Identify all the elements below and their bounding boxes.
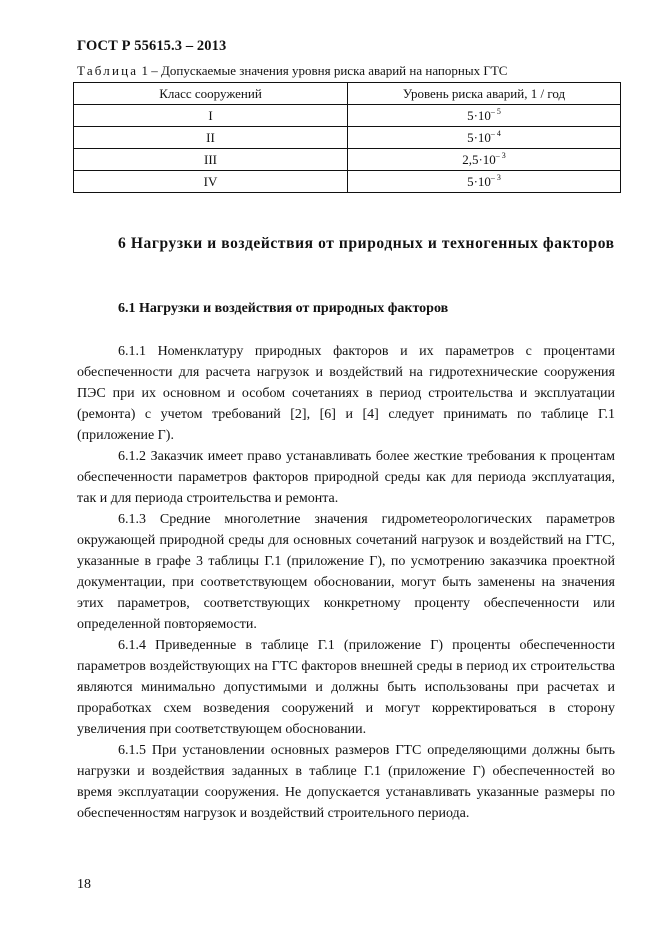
risk-exponent: – 4	[490, 128, 501, 138]
column-header-class: Класс сооружений	[74, 83, 348, 105]
risk-value: 5·10	[467, 107, 491, 123]
class-cell: III	[74, 149, 348, 171]
risk-cell	[348, 105, 621, 127]
paragraph: 6.1.3 Средние многолетние значения гидрометеорологических параметров окружающей природной среды для основных сочетаний нагрузок и воздействий на ГТС, указанные в графе 3 таблицы Г.1 (приложение Г), по усмотрению заказчика проектной документации, при соответствующем обосновании, могут быть заменены на значения этих параметров, соответствующих конкретному проценту обеспеченности или определенной повторяемости.	[77, 512, 615, 632]
column-header-risk: Уровень риска аварий, 1 / год	[348, 83, 621, 105]
document-code-header: ГОСТ Р 55615.3 – 2013	[77, 38, 227, 54]
risk-cell	[348, 149, 621, 171]
paragraph: 6.1.4 Приведенные в таблице Г.1 (приложение Г) проценты обеспеченности параметров воздействующих на ГТС факторов внешней среды в период их строительства являются минимально допустимыми и должны быть использованы при расчетах и проработках схем возведения сооружений и могут корректироваться в сторону увеличения при соответствующем обосновании.	[77, 638, 615, 737]
risk-exponent: – 5	[490, 106, 501, 116]
table-row	[74, 171, 621, 193]
table-row	[74, 149, 621, 171]
subsection-title: 6.1 Нагрузки и воздействия от природных факторов	[118, 301, 449, 316]
risk-value: 5·10	[467, 129, 491, 145]
paragraph: 6.1.2 Заказчик имеет право устанавливать более жесткие требования к процентам обеспеченности параметров факторов природной среды как для периода эксплуатация, так и для периода строительства и ремонта.	[77, 449, 615, 506]
risk-value: 2,5·10	[462, 151, 496, 167]
risk-exponent: – 3	[490, 172, 501, 182]
table-row	[74, 127, 621, 149]
risk-exponent: – 3	[495, 150, 506, 160]
risk-value: 5·10	[467, 173, 491, 189]
risk-level-table	[73, 82, 621, 193]
class-cell: I	[74, 105, 348, 127]
table-caption-text: 1 – Допускаемые значения уровня риска аварий на напорных ГТС	[138, 63, 508, 78]
risk-cell	[348, 127, 621, 149]
table-caption	[77, 63, 507, 79]
paragraph-block-1	[77, 341, 615, 446]
risk-cell	[348, 171, 621, 193]
paragraph: 6.1.5 При установлении основных размеров ГТС определяющими должны быть нагрузки и воздействия заданных в таблице Г.1 (приложение Г) обеспеченностей во время эксплуатации сооружения. Не допускается устанавливать указанные размеры по обеспеченностям нагрузок и воздействий строительного периода.	[77, 743, 615, 821]
class-cell: IV	[74, 171, 348, 193]
table-header-row	[74, 83, 621, 105]
page-number: 18	[77, 877, 91, 892]
paragraph: 6.1.1 Номенклатуру природных факторов и их параметров с процентами обеспеченности для расчета нагрузок и воздействий на гидротехнические сооружения ПЭС при их основном и особом сочетаниях в период строительства и эксплуатации (ремонта) с учетом требований [2], [6] и [4] следует принимать по таблице Г.1 (приложение Г).	[77, 344, 615, 443]
class-cell: II	[74, 127, 348, 149]
section-title: 6 Нагрузки и воздействия от природных и техногенных факторов	[118, 235, 615, 252]
paragraph-block-2	[77, 446, 615, 824]
table-caption-word: Таблица	[77, 63, 139, 78]
table-row	[74, 105, 621, 127]
